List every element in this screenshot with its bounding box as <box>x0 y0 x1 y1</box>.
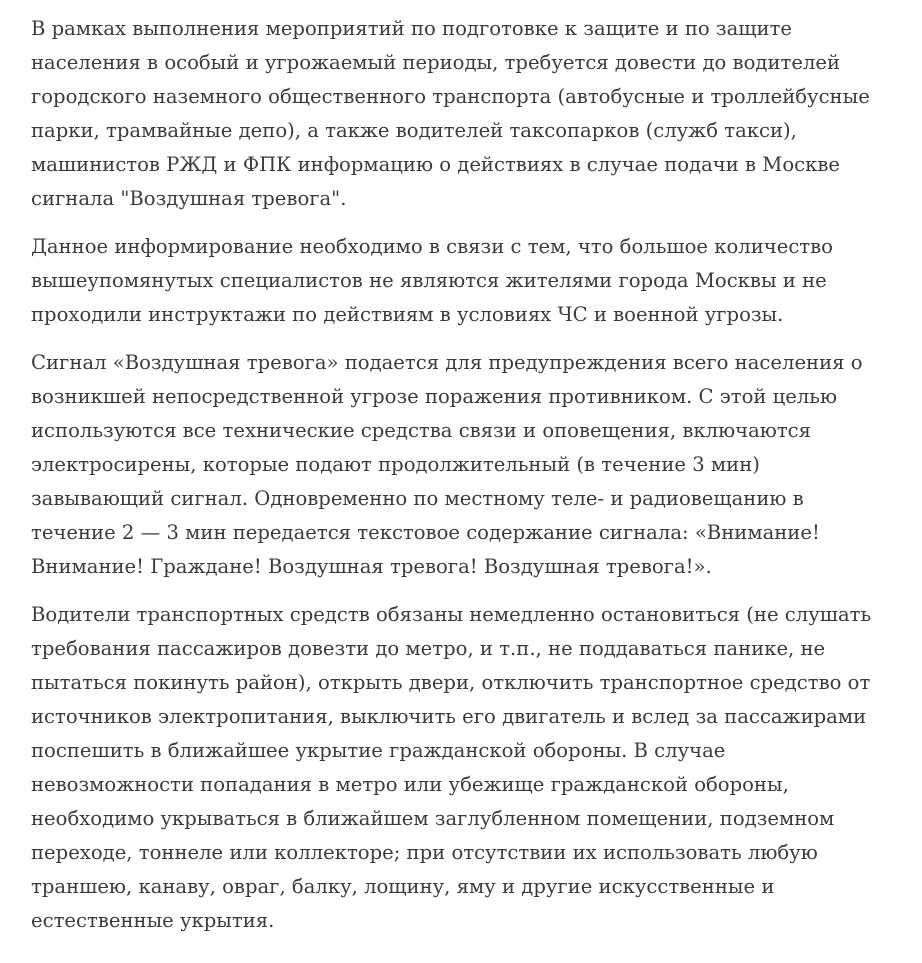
paragraph-intro: В рамках выполнения мероприятий по подготовке к защите и по защите населения в особый и угрожаемый периоды, требуется довести до водителей городского наземного общественного транспорта (автобусные и троллейбусные парки, трамвайные депо), а также водителей таксопарков (служб такси), машинистов РЖД и ФПК информацию о действиях в случае подачи в Москве сигнала "Воздушная тревога". <box>31 17 870 210</box>
paragraph-signal-description: Сигнал «Воздушная тревога» подается для предупреждения всего населения о возникшей непосредственной угрозе поражения противником. С этой целью используются все технические средства связи и оповещения, включаются электросирены, которые подают продолжительный (в течение 3 мин) завывающий сигнал. Одновременно по местному теле- и радиовещанию в течение 2 — 3 мин передается текстовое содержание сигнала: «Внимание! Внимание! Граждане! Воздушная тревога! Воздушная тревога!». <box>31 351 863 578</box>
paragraph-driver-instructions: Водители транспортных средств обязаны немедленно остановиться (не слушать требования пассажиров довезти до метро, и т.п., не поддаваться панике, не пытаться покинуть район), открыть двери, отключить транспортное средство от источников электропитания, выключить его двигатель и вслед за пассажирами поспешить в ближайшее укрытие гражданской обороны. В случае невозможности попадания в метро или убежище гражданской обороны, необходимо укрываться в ближайшем заглубленном помещении, подземном переходе, тоннеле или коллекторе; при отсутствии их использовать любую траншею, канаву, овраг, балку, лощину, яму и другие искусственные и естественные укрытия. <box>31 603 872 932</box>
paragraph-reason: Данное информирование необходимо в связи с тем, что большое количество вышеупомянутых специалистов не являются жителями города Москвы и не проходили инструктажи по действиям в условиях ЧС и военной угрозы. <box>31 235 833 326</box>
article-body <box>31 12 901 938</box>
